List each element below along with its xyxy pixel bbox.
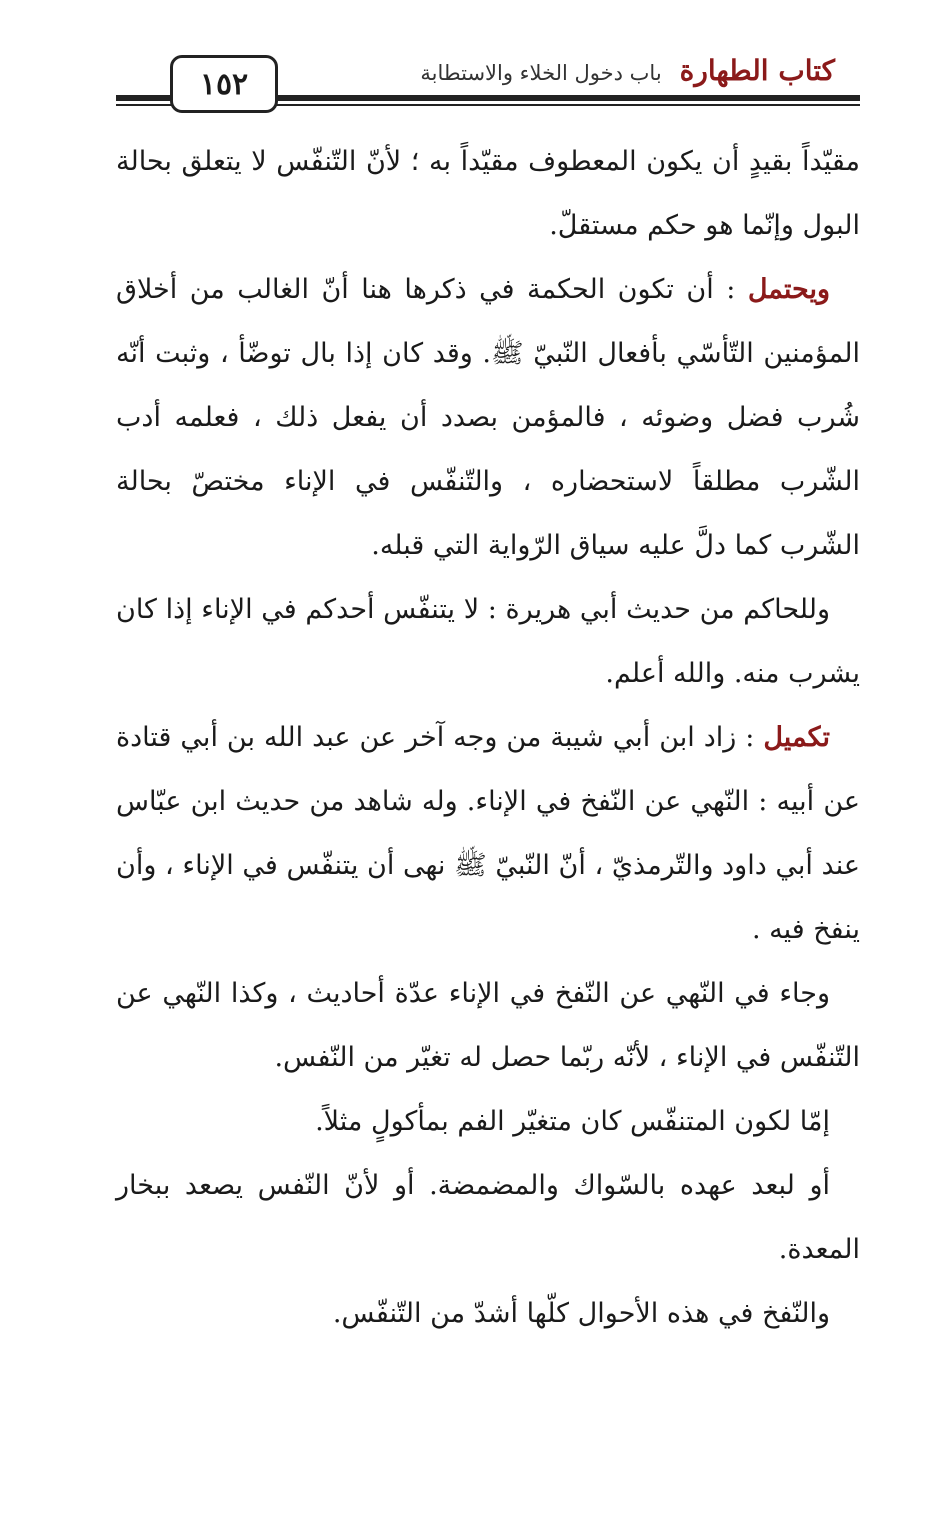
page-number: ١٥٢	[170, 55, 278, 113]
paragraph-1	[116, 130, 860, 258]
paragraph-2	[116, 258, 860, 578]
running-head	[420, 54, 835, 87]
paragraph-text: والنّفخ في هذه الأحوال كلّها أشدّ من التّنفّس.	[332, 1298, 830, 1329]
paragraph-7	[116, 1154, 860, 1282]
paragraph-text: : أن تكون الحكمة في ذكرها هنا أنّ الغالب من أخلاق المؤمنين التّأسّي بأفعال النّبيّ ﷺ. وقد كان إذا بال توضّأ ، وثبت أنّه شُرب فضل وضوئه ، فالمؤمن بصدد أن يفعل ذلك ، فعلمه أدب الشّرب مطلقاً لاستحضاره ، والتّنفّس في الإناء مختصّ بحالة الشّرب كما دلَّ عليه سياق الرّواية التي قبله.	[116, 274, 860, 561]
paragraph-6	[116, 1090, 860, 1154]
paragraph-8	[116, 1282, 860, 1346]
paragraph-text: وجاء في النّهي عن النّفخ في الإناء عدّة أحاديث ، وكذا النّهي عن التّنفّس في الإناء ، لأنّه ربّما حصل له تغيّر من النّفس.	[116, 978, 860, 1073]
paragraph-text: : زاد ابن أبي شيبة من وجه آخر عن عبد الله بن أبي قتادة عن أبيه : النّهي عن النّفخ في الإناء. وله شاهد من حديث ابن عبّاس عند أبي داود والتّرمذيّ ، أنّ النّبيّ ﷺ نهى أن يتنفّس في الإناء ، وأن ينفخ فيه .	[116, 722, 860, 945]
paragraph-5	[116, 962, 860, 1090]
chapter-title: باب دخول الخلاء والاستطابة	[420, 61, 662, 85]
paragraph-text: أو لبعد عهده بالسّواك والمضمضة. أو لأنّ النّفس يصعد ببخار المعدة.	[116, 1170, 860, 1265]
paragraph-text: مقيّداً بقيدٍ أن يكون المعطوف مقيّداً به ؛ لأنّ التّنفّس لا يتعلق بحالة البول وإنّما هو حكم مستقلّ.	[116, 146, 860, 241]
paragraph-3	[116, 578, 860, 706]
paragraph-text: إمّا لكون المتنفّس كان متغيّر الفم بمأكولٍ مثلاً.	[315, 1106, 830, 1137]
paragraph-4	[116, 706, 860, 962]
term-yahtamil: ويحتمل	[747, 274, 830, 305]
term-takmil: تكميل	[763, 722, 830, 753]
page-header	[0, 0, 945, 120]
paragraph-text: وللحاكم من حديث أبي هريرة : لا يتنفّس أحدكم في الإناء إذا كان يشرب منه. والله أعلم.	[116, 594, 860, 689]
body-text	[116, 130, 860, 1346]
book-title: كتاب الطهارة	[679, 54, 835, 87]
